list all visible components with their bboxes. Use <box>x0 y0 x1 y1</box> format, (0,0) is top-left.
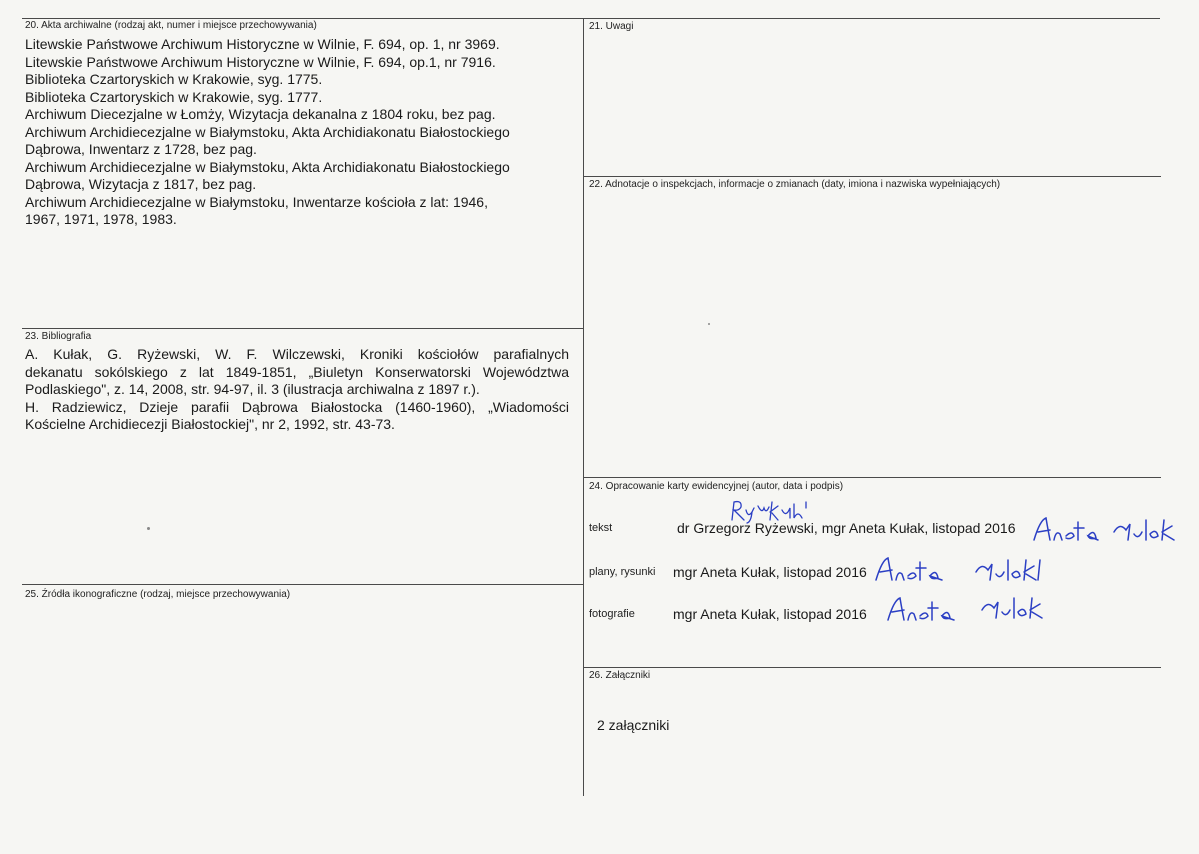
signature-aneta-kulak-3 <box>884 594 1060 626</box>
handwritten-initials-signature <box>728 498 828 524</box>
section-21-label: 21. Uwagi <box>589 21 634 32</box>
vertical-divider <box>583 18 584 796</box>
row-value-tekst: dr Grzegorz Ryżewski, mgr Aneta Kułak, listopad 2016 <box>677 520 1016 536</box>
archive-line: Dąbrowa, Inwentarz z 1728, bez pag. <box>25 141 257 157</box>
row-label-plany: plany, rysunki <box>589 566 656 578</box>
archive-line: 1967, 1971, 1978, 1983. <box>25 211 177 227</box>
paper-speck <box>147 527 150 530</box>
archive-line: Litewskie Państwowe Archiwum Historyczne w Wilnie, F. 694, op. 1, nr 3969. <box>25 36 500 52</box>
archive-line: Archiwum Archidiecezjalne w Białymstoku, Akta Archidiakonatu Białostockiego <box>25 123 510 140</box>
signature-aneta-kulak-2 <box>872 554 1058 586</box>
attachments-value: 2 załączniki <box>597 717 670 733</box>
signature-aneta-kulak-1 <box>1030 512 1180 546</box>
row-label-tekst: tekst <box>589 522 613 534</box>
row-value-fotografie: mgr Aneta Kułak, listopad 2016 <box>673 606 867 622</box>
bibliography-line: H. Radziewicz, Dzieje parafii Dąbrowa Białostocka (1460-1960), „Wiadomości <box>25 398 569 415</box>
section-26-label: 26. Załączniki <box>589 670 651 681</box>
rule-23 <box>22 328 584 329</box>
bibliography-line: Podlaskiego", z. 14, 2008, str. 94-97, il. 3 (ilustracja archiwalna z 1897 r.). <box>25 381 480 397</box>
archive-line: Litewskie Państwowe Archiwum Historyczne w Wilnie, F. 694, op.1, nr 7916. <box>25 53 496 70</box>
bibliography-line: A. Kułak, G. Ryżewski, W. F. Wilczewski, Kroniki kościołów parafialnych <box>25 346 569 362</box>
section-25-label: 25. Źródła ikonograficzne (rodzaj, miejsce przechowywania) <box>25 589 291 600</box>
archive-line: Biblioteka Czartoryskich w Krakowie, syg. 1777. <box>25 88 323 105</box>
archive-line: Archiwum Archidiecezjalne w Białymstoku, Akta Archidiakonatu Białostockiego <box>25 158 510 175</box>
rule-22 <box>583 176 1161 177</box>
section-23-label: 23. Bibliografia <box>25 331 92 342</box>
archive-line: Biblioteka Czartoryskich w Krakowie, syg. 1775. <box>25 71 323 87</box>
paper-speck <box>708 323 710 325</box>
bibliography-line: dekanatu sokólskiego z lat 1849-1851, „Biuletyn Konserwatorski Województwa <box>25 363 569 380</box>
rule-26 <box>583 667 1161 668</box>
bibliography-line: Kościelne Archidiecezji Białostockiej", nr 2, 1992, str. 43-73. <box>25 416 395 432</box>
section-22-label: 22. Adnotacje o inspekcjach, informacje o zmianach (daty, imiona i nazwiska wypełniających) <box>589 179 1001 190</box>
rule-24 <box>583 477 1161 478</box>
archive-line: Archiwum Diecezjalne w Łomży, Wizytacja dekanalna z 1804 roku, bez pag. <box>25 106 496 122</box>
rule-25 <box>22 584 584 585</box>
row-value-plany: mgr Aneta Kułak, listopad 2016 <box>673 564 867 580</box>
archive-line: Archiwum Archidiecezjalne w Białymstoku, Inwentarze kościoła z lat: 1946, <box>25 193 488 210</box>
top-rule <box>22 18 1160 19</box>
section-20-label: 20. Akta archiwalne (rodzaj akt, numer i miejsce przechowywania) <box>25 20 317 31</box>
archive-line: Dąbrowa, Wizytacja z 1817, bez pag. <box>25 176 257 192</box>
row-label-fotografie: fotografie <box>589 608 635 620</box>
section-24-label: 24. Opracowanie karty ewidencyjnej (autor, data i podpis) <box>589 481 844 492</box>
section-20-text <box>25 36 510 229</box>
section-23-text <box>25 346 569 434</box>
